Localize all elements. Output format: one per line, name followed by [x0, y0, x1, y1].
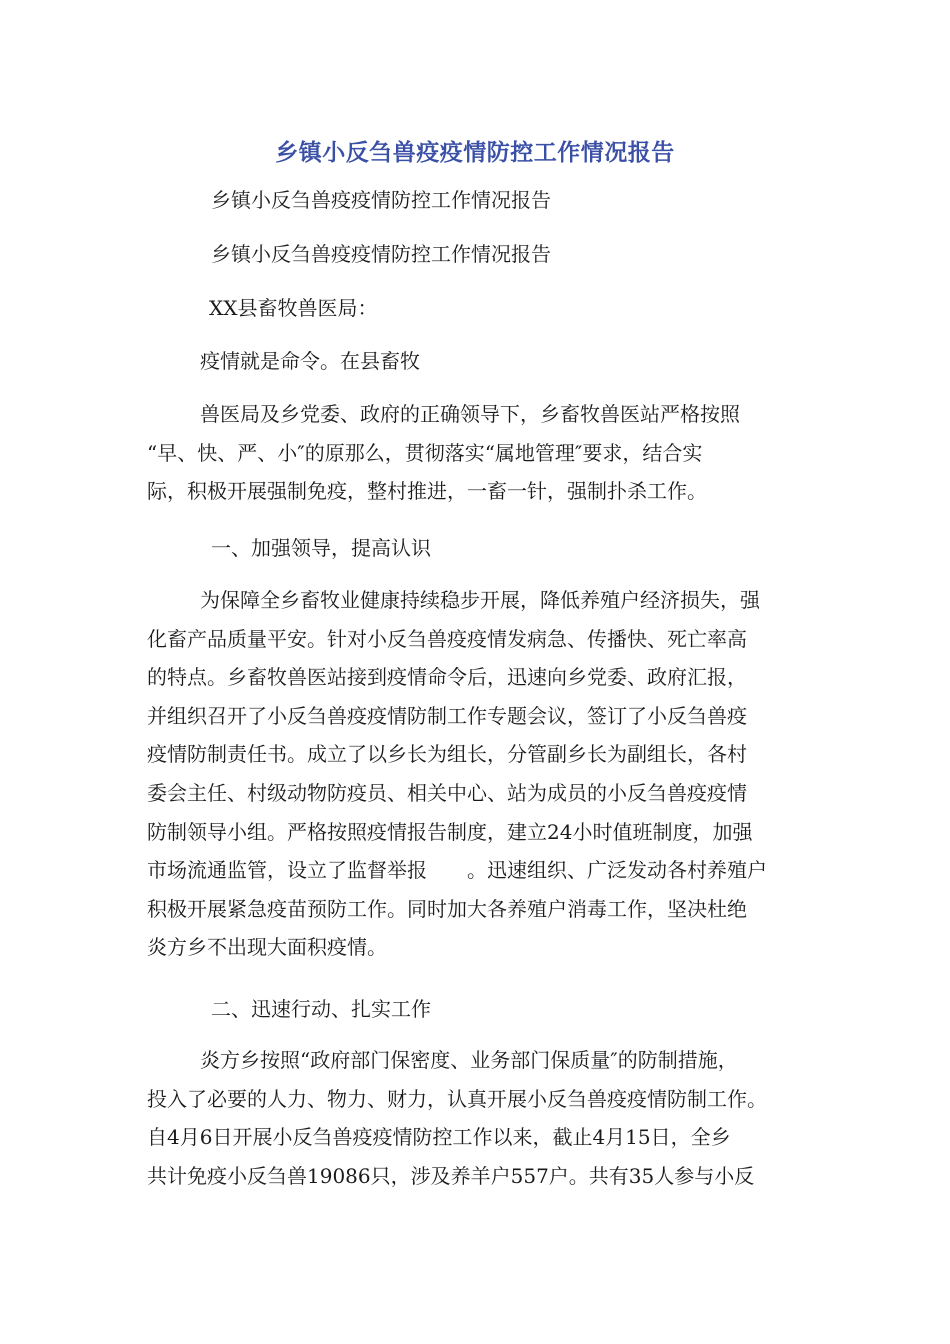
- paragraph-2: [147, 581, 807, 967]
- paragraph-1: [147, 395, 807, 511]
- subtitle-line-1: 乡镇小反刍兽疫疫情防控工作情况报告: [211, 188, 551, 212]
- paragraph-line: 自4月6日开展小反刍兽疫疫情防控工作以来，截止4月15日，全乡: [147, 1125, 731, 1150]
- paragraph-line: 市场流通监管，设立了监督举报 。迅速组织、广泛发动各村养殖户: [147, 858, 767, 883]
- paragraph-line: 委会主任、村级动物防疫员、相关中心、站为成员的小反刍兽疫疫情: [147, 780, 747, 805]
- paragraph-line: 防制领导小组。严格按照疫情报告制度，建立24小时值班制度，加强: [147, 819, 753, 844]
- paragraph-3: [147, 1041, 807, 1195]
- paragraph-line: 积极开展紧急疫苗预防工作。同时加大各养殖户消毒工作，坚决杜绝: [147, 896, 747, 921]
- section-heading-2: 二、迅速行动、扎实工作: [211, 997, 431, 1021]
- paragraph-line: 炎方乡按照“政府部门保密度、业务部门保质量″的防制措施，: [200, 1048, 738, 1072]
- paragraph-line: 兽医局及乡党委、政府的正确领导下，乡畜牧兽医站严格按照: [200, 402, 740, 426]
- paragraph-line: 并组织召开了小反刍兽疫疫情防制工作专题会议，签订了小反刍兽疫: [147, 703, 747, 728]
- paragraph-line: 疫情防制责任书。成立了以乡长为组长，分管副乡长为副组长，各村: [147, 742, 747, 767]
- section-heading-1: 一、加强领导，提高认识: [211, 536, 431, 560]
- paragraph-line: 炎方乡不出现大面积疫情。: [147, 935, 387, 960]
- paragraph-line: 化畜产品质量平安。针对小反刍兽疫疫情发病急、传播快、死亡率高: [147, 626, 747, 651]
- paragraph-line: 际，积极开展强制免疫，整村推进，一畜一针，强制扑杀工作。: [147, 479, 707, 504]
- paragraph-line: 共计免疫小反刍兽19086只，涉及养羊户557户。共有35人参与小反: [147, 1163, 755, 1188]
- paragraph-line: 为保障全乡畜牧业健康持续稳步开展，降低养殖户经济损失，强: [200, 588, 760, 612]
- salutation: XX县畜牧兽医局：: [209, 296, 378, 320]
- intro-line: 疫情就是命令。在县畜牧: [200, 349, 420, 373]
- document-title: 乡镇小反刍兽疫疫情防控工作情况报告: [275, 140, 675, 166]
- paragraph-line: 的特点。乡畜牧兽医站接到疫情命令后，迅速向乡党委、政府汇报，: [147, 665, 747, 690]
- paragraph-line: “早、快、严、小″的原那么，贯彻落实“属地管理″要求，结合实: [147, 440, 703, 465]
- subtitle-line-2: 乡镇小反刍兽疫疫情防控工作情况报告: [211, 242, 551, 266]
- paragraph-line: 投入了必要的人力、物力、财力，认真开展小反刍兽疫疫情防制工作。: [147, 1086, 767, 1111]
